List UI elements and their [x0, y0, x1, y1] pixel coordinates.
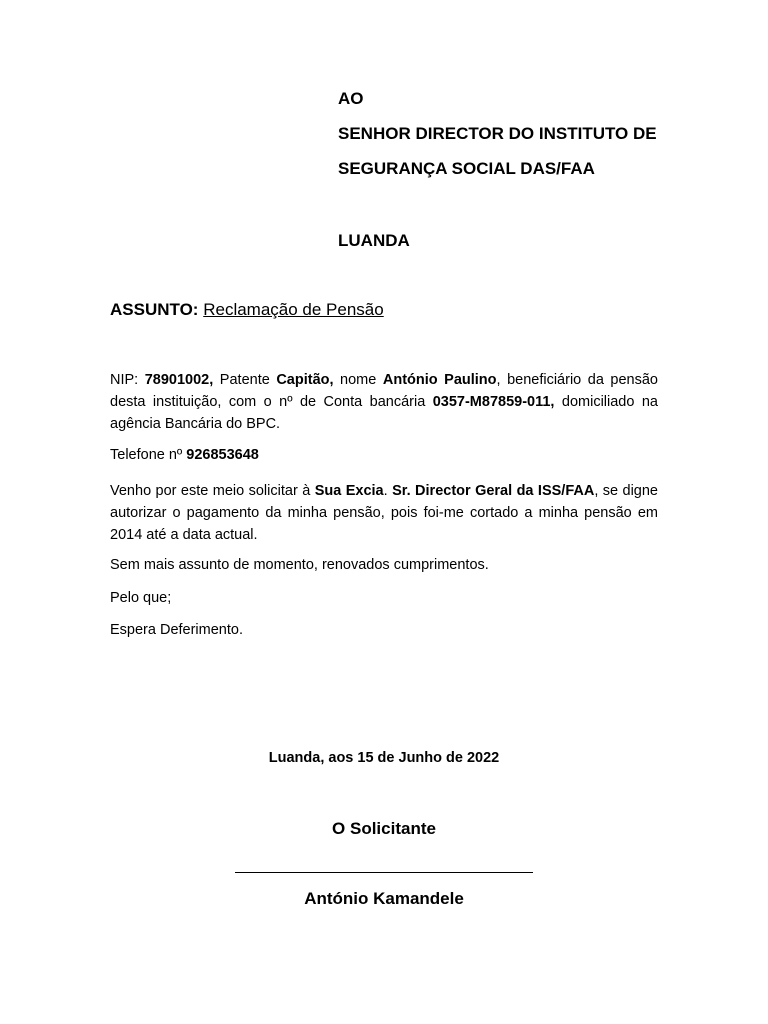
nip-label: NIP: [110, 372, 145, 388]
signer-name: António Kamandele [304, 889, 464, 908]
body-paragraph-regards: Sem mais assunto de momento, renovados cumprimentos. [110, 557, 489, 573]
p1-text-1: , beneficiário da pensão desta instituição, com o nº de Conta bancária [110, 372, 658, 410]
p3-text-3: , se digne autorizar o pagamento da minha pensão, pois foi-me cortado a minha pensão em 2014 até a data actual. [110, 483, 658, 543]
account-value: 0357-M87859-011, [432, 394, 555, 410]
subject-value: Reclamação de Pensão [203, 300, 384, 319]
body-paragraph-pelo-que: Pelo que; [110, 590, 172, 606]
body-paragraph-identification [110, 369, 658, 435]
signature-line [235, 872, 533, 873]
name-value: António Paulino [382, 372, 497, 388]
phone-value: 926853648 [186, 447, 259, 463]
p3-text-1: Venho por este meio solicitar à [110, 483, 315, 499]
rank-label: Patente [213, 372, 277, 388]
addressee-city: LUANDA [338, 231, 410, 250]
addressee-line-3: SEGURANÇA SOCIAL DAS/FAA [338, 159, 595, 178]
p3-bold-1: Sua Excia [314, 483, 384, 499]
closing-role: O Solicitante [332, 819, 436, 838]
phone-label: Telefone nº [110, 447, 187, 463]
addressee-line-2: SENHOR DIRECTOR DO INSTITUTO DE [338, 124, 657, 143]
nip-value: 78901002, [144, 372, 214, 388]
phone-line [110, 447, 259, 463]
body-paragraph-deferimento: Espera Deferimento. [110, 622, 243, 638]
rank-value: Capitão, [276, 372, 334, 388]
subject-label: ASSUNTO: [110, 300, 199, 319]
addressee-line-1: AO [338, 89, 364, 108]
closing-date: Luanda, aos 15 de Junho de 2022 [268, 750, 500, 766]
body-paragraph-request [110, 480, 658, 546]
name-label: nome [333, 372, 383, 388]
p3-text-2: . [383, 483, 393, 499]
subject-line [110, 300, 384, 320]
p3-bold-2: Sr. Director Geral da ISS/FAA [392, 483, 595, 499]
p1-text-2: domiciliado na agência Bancária do BPC. [110, 394, 658, 432]
